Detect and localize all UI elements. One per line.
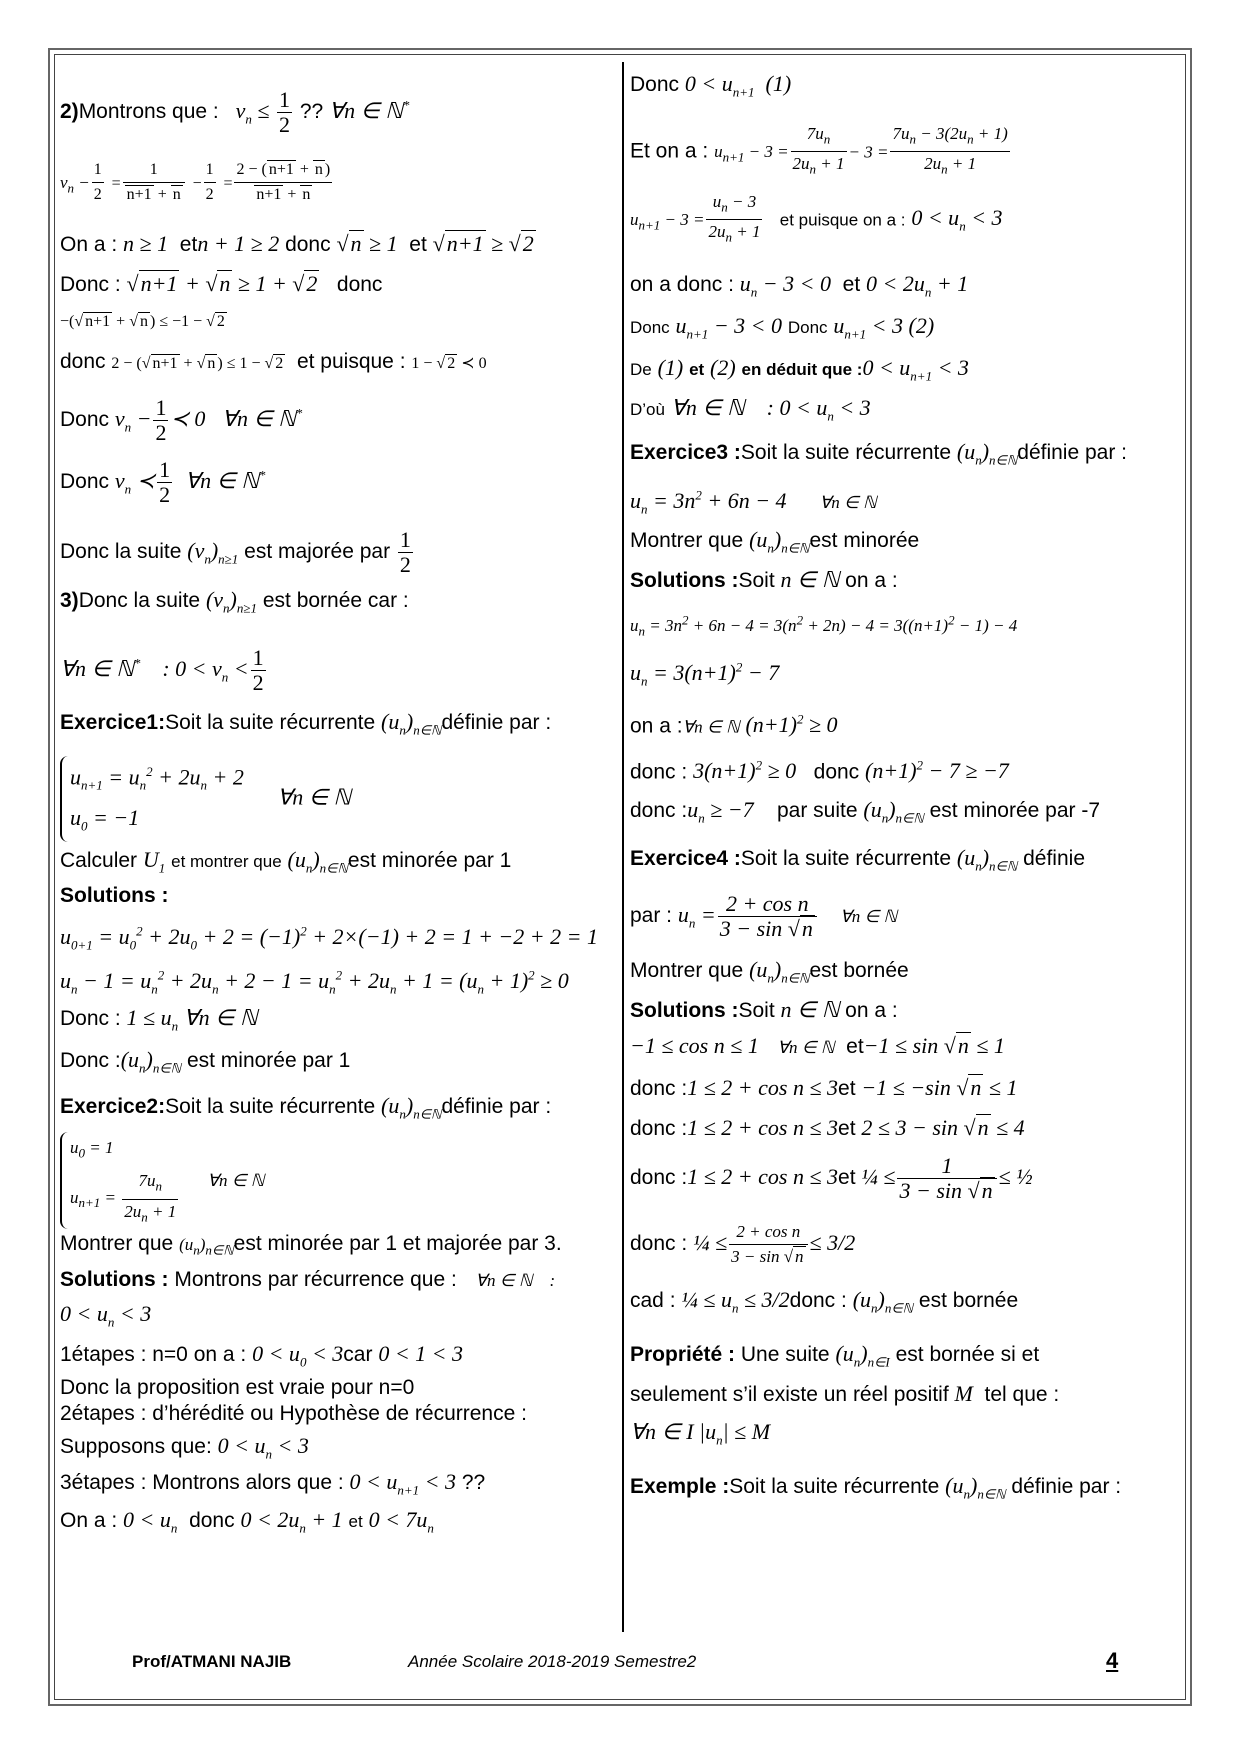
dou-line: D’où ∀n ∈ ℕ : $0 < u_n < 3$ [630,395,871,424]
minoree-7-line: donc $:u_n \ge -7$ par suite $(u_n)_{n\in ℕ}$ est minorée par -7 [630,797,1101,826]
donc-2-line: Donc $u_{n+1} - 3 < 0$ Donc $u_{n+1} < 3$ (2) [630,313,935,342]
footer-school-year: Année Scolaire 2018-2019 Semestre2 [408,1652,697,1671]
exercice4-def: par : $u_n$ = $\frac{\text{2 + cos n}}{3 - \sin √n}$ ∀n ∈ ℕ [630,891,898,941]
calculer-line: Calculer $U_1$ et montrer que $(u_n)_{n\in ℕ}est$ minorée par 1 [60,847,512,876]
on-a-square-line: on a :∀n ∈ ℕ $(n+1)^2 \ge 0$ [630,712,838,738]
donc-line-1: Donc : √n+1 + √n ≥ 1 + √2 donc [60,271,383,296]
footer-author: Prof/ATMANI NAJIB [132,1652,292,1671]
u1-calc-line: $u_{0+1} = u_0^2 + 2u_0 + 2 = (-1)^2 + 2\times(-1) + 2 = 1 + -2 + 2 = 1$ [60,924,598,953]
propriete-line-3: ∀n ∈ I $|u_n| \le M$ [630,1419,771,1448]
majoree-line: Donc la suite $(v_n)_{n\ge 1}$ est majorée par $\frac{1}{2}$ [60,527,411,577]
bounds-line-5: donc : ¼ ≤ $\frac{\text{2 + cos n}}{3 - \sin √ n}$ ≤ 3/2 [630,1222,856,1266]
donc-line-2: donc 2 − (√ n+1 + √ n ) ≤ 1 − √ 2 et puisque : 1 − √ 2 ≺ 0 [60,350,487,373]
bounds-line-3: donc :1 ≤ 2 + cos n ≤ 3et 2 ≤ 3 − sin √n ≤ 4 [630,1115,1025,1140]
propriete-line: Propriété : Une suite $(u_n)_{n\in I}$ est bornée si et [630,1341,1040,1370]
un-form-line: $u_n = 3(n+1)^2 - 7$ [630,660,780,689]
exercice1-heading: Exercice1:Soit la suite récurrente $(u_n)_{n\in ℕ}définie$ par : [60,709,552,738]
un-minus-1-line: $u_n - 1 = u_n^2 + 2u_n + 2 - 1 = u_n^2 + 2u_n + 1 = (u_n + 1)^2 \ge 0$ [60,968,569,997]
induction-claim: $0 < u_n < 3$ [60,1301,152,1330]
exercice1-system: $u_{n+1} = u_n^2 + 2u_n + 2$ $u_0 = -1$ ∀n ∈ ℕ [60,756,351,842]
exercice2-system: $u_0 = 1$ $u_{n+1}$ = $\frac{7u_n}{2u_n + 1}$ ∀n ∈ ℕ [60,1132,264,1229]
part3-heading: 3)Donc la suite $(v_n)_{n\ge 1}$ est bornée car : [60,587,409,616]
part2-heading: 2)Montrons que : $v_n$ ≤ $\frac{1}{2}$ ?? ∀n ∈ ℕ* [60,87,410,137]
supposons-line: Supposons que: $0 < u_n < 3$ [60,1433,309,1462]
exercice4-heading: Exercice4 :Soit la suite récurrente $(u_n)_{n\in ℕ}$ définie [630,845,1085,874]
donc-minoree-1: Donc $:(u_n)_{n\in ℕ}$ est minorée par 1 [60,1047,351,1076]
donc-1-line: Donc $0 < u_{n+1}$ (1) [630,71,792,100]
exercice3-def: $u_n = 3n^2 + 6n - 4$ ∀n ∈ ℕ [630,488,877,517]
bounds-line-2: donc :1 ≤ 2 + cos n ≤ 3et −1 ≤ −sin √n ≤ 1 [630,1075,1018,1100]
un-expand-line: $u_n = 3n^2 + 6n - 4 = 3(n^2 + 2n) - 4 = 3((n+1)^2 - 1) - 4$ [630,612,1018,639]
exercice3-heading: Exercice3 :Soit la suite récurrente $(u_n)_{n\in ℕ}définie$ par : [630,439,1128,468]
donc-line-4: Donc $v_n$ ≺ $\frac{1}{2}$ ∀n ∈ ℕ* [60,457,266,507]
montrer-que-line: Montrer que $(u_n)_{n\in ℕ}est$ minorée par 1 et majorée par 3. [60,1232,562,1258]
exemple-line: Exemple :Soit la suite récurrente $(u_n)_{n\in ℕ}$ définie par : [630,1473,1122,1502]
etape3-line: 3étapes : Montrons alors que : $0 < u_{n+1} < 3$ ?? [60,1469,486,1498]
eq-vn-minus-half: $v_n$ − $\frac{1}{2}$ = $\frac{1}{n+1 + n}$ − $\frac{1}{2}$ = $\frac{2 - ( n+1 + n )}{n+1 + n}$ [60,158,334,207]
montrer-bornee-line: Montrer que $(u_n)_{n\in ℕ}est$ bornée [630,957,909,986]
solutions-4-line: Solutions :Soit n ∈ ℕ on a : [630,997,898,1022]
donc-un-ge-1: Donc : $1 \le u_n$ ∀n ∈ ℕ [60,1005,258,1034]
montrer-minoree-line: Montrer que $(u_n)_{n\in ℕ}est$ minorée [630,527,920,556]
bornee-vn-line: ∀n ∈ ℕ* : $0 < v_n$ < $\frac{1}{2}$ [60,645,264,695]
page-number: 4 [1106,1648,1119,1673]
un1-minus-3-line: $u_{n+1} - 3$ = $\frac{u_n - 3}{2u_n + 1}$ et puisque on a : $0 < u_n < 3$ [630,192,1003,245]
propriete-line-2: seulement s’il existe un réel positif M tel que : [630,1381,1060,1406]
donc-square-line: donc : $3(n+1)^2 \ge 0$ donc $(n+1)^2 - 7 \ge -7$ [630,758,1009,784]
on-a-line: On a : n ≥ 1 etn + 1 ≥ 2 donc √n ≥ 1 et √n+1 ≥ √2 [60,231,534,256]
etape1-line: 1étapes : n=0 on a : $0 < u_0 < 3car$ 0 < 1 < 3 [60,1341,464,1370]
on-a-donc-line: on a donc : $u_n - 3 < 0$ et $0 < 2u_n + 1$ [630,271,969,300]
cad-line: cad : ¼ ≤ $u_n$ ≤ 3/2donc : $(u_n)_{n\in ℕ}$ est bornée [630,1287,1019,1316]
solutions-2-line: Solutions : Montrons par récurrence que : ∀n ∈ ℕ : [60,1268,556,1291]
on-a-final-line: On a : $0 < u_n$ donc $0 < 2u_n + 1$ et $0 < 7u_n$ [60,1507,434,1536]
solutions-3-line: Solutions :Soit n ∈ ℕ on a : [630,567,898,592]
solutions-1-heading: Solutions : [60,884,169,907]
neg-line: −(√ n+1 + √ n ) ≤ −1 − √ 2 [60,313,225,330]
exercice2-heading: Exercice2:Soit la suite récurrente $(u_n)_{n\in ℕ}définie$ par : [60,1093,552,1122]
prop-vraie-line: Donc la proposition est vraie pour n=0 [60,1376,415,1399]
etape2-line: 2étapes : d’hérédité ou Hypothèse de récurrence : [60,1402,527,1425]
column-divider [622,62,624,1632]
bounds-line-4: donc :1 ≤ 2 + cos n ≤ 3et ¼ ≤ $\frac{1}{3 - \sin √n}$ ≤ ½ [630,1153,1033,1203]
deduit-line: De (1) et (2) en déduit que :0 < $u_{n+1} < 3$ [630,355,969,384]
bounds-line-1: −1 ≤ cos n ≤ 1 ∀n ∈ ℕ et−1 ≤ sin √n ≤ 1 [630,1033,1005,1058]
et-on-a-line: Et on a : $u_{n+1} - 3$ = $\frac{7u_n}{2u_n + 1}$ − 3 = $\frac{7u_n - 3(2u_n + 1)}{2u_n + 1}$ [630,124,1008,177]
donc-line-3: Donc $v_n$ − $\frac{1}{2}$ ≺ 0 ∀n ∈ ℕ* [60,395,303,445]
